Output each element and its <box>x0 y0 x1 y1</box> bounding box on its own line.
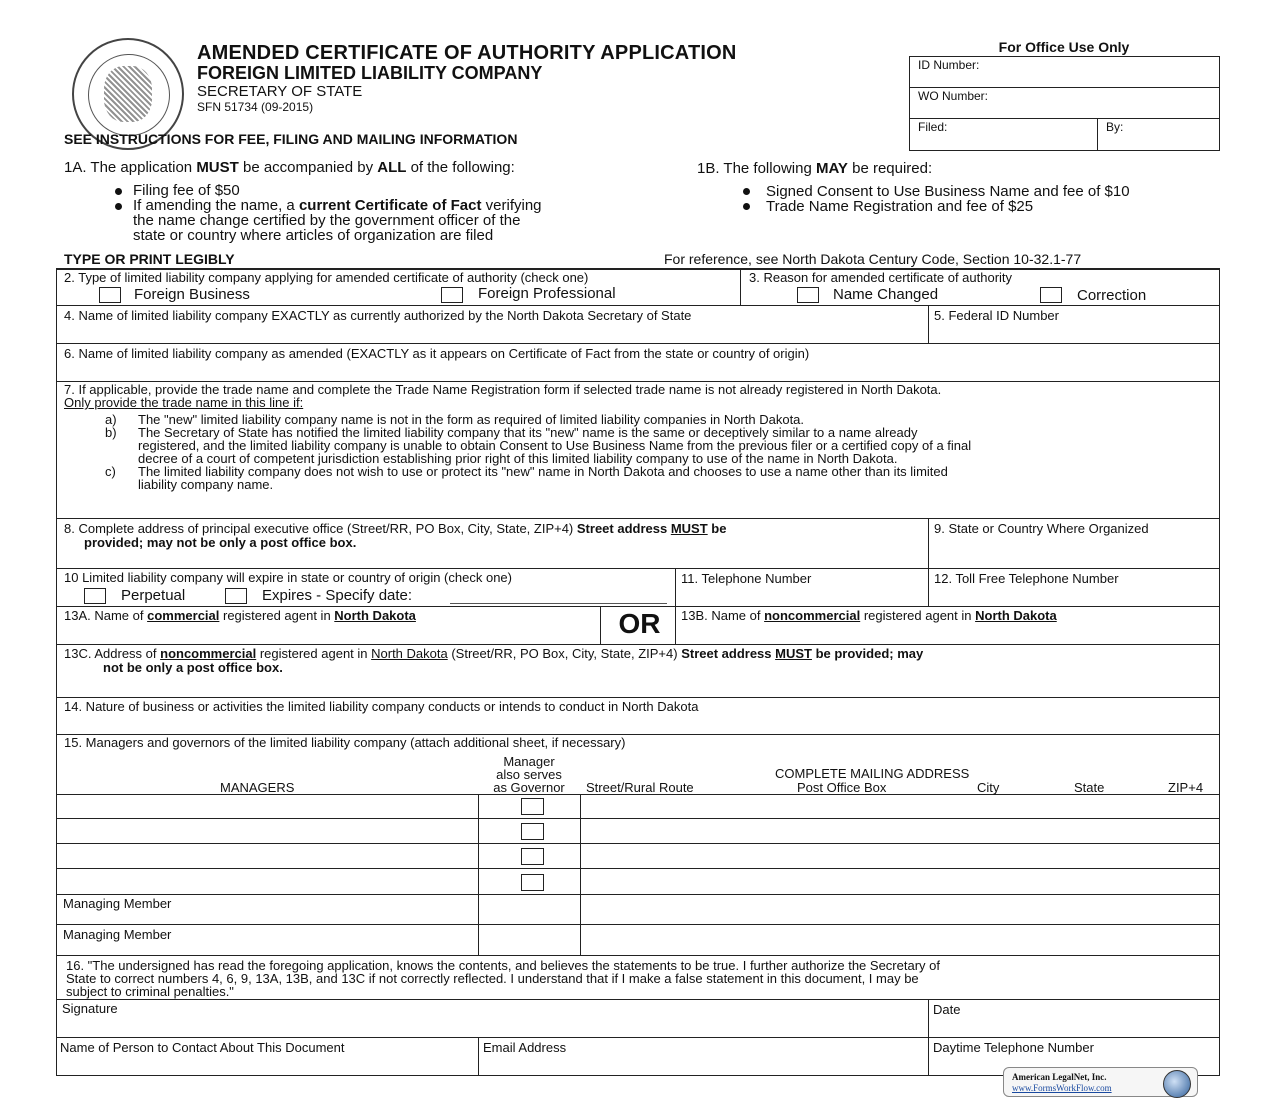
publisher-badge[interactable] <box>1003 1067 1198 1097</box>
q8-must: MUST <box>670 521 708 536</box>
row-divider <box>56 606 1219 607</box>
q13b-mid: registered agent in <box>860 608 976 623</box>
perpetual-label: Perpetual <box>121 587 186 604</box>
date-label: Date <box>933 1002 961 1017</box>
col-divider <box>928 518 929 606</box>
seal-emblem <box>104 66 152 122</box>
foreign-business-label: Foreign Business <box>134 286 250 303</box>
q7-a-mark: a) <box>105 412 117 427</box>
form-title-line1: AMENDED CERTIFICATE OF AUTHORITY APPLICATION <box>197 42 737 64</box>
row-divider <box>56 518 1219 519</box>
s1a-b2-post: verifying <box>481 197 542 214</box>
s1a-post: of the following: <box>406 159 515 176</box>
q7-a-text: The "new" limited liability company name is not in the form as required of limited liability companies in North Dakota. <box>138 412 805 427</box>
col-gov-line1: Manager <box>503 754 555 769</box>
q13b-noncommercial: noncommercial <box>764 608 861 623</box>
q15-label: 15. Managers and governors of the limited liability company (attach additional sheet, if necessary) <box>64 735 626 750</box>
id-number-field[interactable] <box>909 56 1220 88</box>
name-changed-label: Name Changed <box>833 286 939 303</box>
q8-pre: 8. Complete address of principal executive office (Street/RR, PO Box, City, State, ZIP+4) <box>64 521 577 536</box>
by-field[interactable] <box>1097 118 1220 151</box>
q13c-nd: North Dakota <box>371 646 448 661</box>
correction-label: Correction <box>1077 287 1147 304</box>
form-title-line2: FOREIGN LIMITED LIABILITY COMPANY <box>197 63 543 83</box>
q12-label: 12. Toll Free Telephone Number <box>934 571 1119 586</box>
foreign-professional-label: Foreign Professional <box>478 285 616 302</box>
foreign-professional-checkbox[interactable] <box>441 287 463 303</box>
q13a-mid: registered agent in <box>219 608 335 623</box>
q10-label: 10 Limited liability company will expire in state or country of origin (check one) <box>64 570 512 585</box>
q2-label: 2. Type of limited liability company applying for amended certificate of authority (check one) <box>64 270 589 285</box>
governor-checkbox[interactable] <box>521 874 544 891</box>
section-1b-heading <box>697 160 932 177</box>
q7-b-mark: b) <box>105 425 117 440</box>
s1a-mid: be accompanied by <box>238 159 378 176</box>
bullet-icon <box>743 188 750 195</box>
bullet-icon <box>743 203 750 210</box>
s1a-must: MUST <box>196 159 239 176</box>
s1a-all: ALL <box>377 159 407 176</box>
s1b-post: be required: <box>847 160 933 177</box>
col-divider <box>600 606 601 644</box>
q13a-pre: 13A. Name of <box>64 608 148 623</box>
q13c-bold1: Street address <box>681 646 776 661</box>
s1b-bullet1: Signed Consent to Use Business Name and fee of $10 <box>766 183 1130 200</box>
row-divider <box>56 894 1219 895</box>
col-city: City <box>977 780 1000 795</box>
row-divider <box>56 1037 1219 1038</box>
s1b-may: MAY <box>815 160 848 177</box>
col-gov-line2: also serves <box>496 767 562 782</box>
s1a-b2-pre: If amending the name, a <box>133 197 299 214</box>
governor-checkbox[interactable] <box>521 823 544 840</box>
perpetual-checkbox[interactable] <box>84 588 106 604</box>
col-divider <box>478 794 479 955</box>
row-divider <box>56 843 1219 844</box>
row-divider <box>56 868 1219 869</box>
col-state: State <box>1074 780 1105 795</box>
s1a-pre: 1A. The application <box>64 159 197 176</box>
col-zip: ZIP+4 <box>1168 780 1204 795</box>
signature-label: Signature <box>62 1001 118 1016</box>
q16-line2: State to correct numbers 4, 6, 9, 13A, 13B, and 13C if not correctly reflected. I understand that if I make a false statement in this document, I may be <box>66 971 919 986</box>
expires-checkbox[interactable] <box>225 588 247 604</box>
col-pobox: Post Office Box <box>797 780 887 795</box>
col-divider <box>928 999 929 1075</box>
or-divider-label: OR <box>618 608 661 639</box>
q3-label: 3. Reason for amended certificate of authority <box>749 270 1013 285</box>
section-1a-heading <box>64 159 515 176</box>
s1a-bullet2-line3: state or country where articles of organization are filed <box>133 227 494 244</box>
daytime-phone-label: Daytime Telephone Number <box>933 1040 1094 1055</box>
managing-member-label: Managing Member <box>63 896 172 911</box>
q13a-label <box>64 608 416 623</box>
q7-line1: 7. If applicable, provide the trade name and complete the Trade Name Registration form if selected trade name is not already registered in North Dakota. <box>64 382 942 397</box>
s1b-pre: 1B. The following <box>697 160 816 177</box>
bullet-icon <box>115 188 122 195</box>
governor-checkbox[interactable] <box>521 798 544 815</box>
foreign-business-checkbox[interactable] <box>99 287 121 303</box>
q13b-pre: 13B. Name of <box>681 608 765 623</box>
row-divider <box>56 999 1219 1000</box>
type-print-note: TYPE OR PRINT LEGIBLY <box>64 251 235 267</box>
correction-checkbox[interactable] <box>1040 287 1062 303</box>
col-managers: MANAGERS <box>220 780 295 795</box>
q6-label: 6. Name of limited liability company as amended (EXACTLY as it appears on Certificate of Fact from the state or country of origin) <box>64 346 810 361</box>
filed-label: Filed: <box>918 120 948 134</box>
by-label: By: <box>1106 120 1124 134</box>
q7-b-line3: decree of a court of competent jurisdiction establishing prior right of this limited liability company to use of the name in North Dakota. <box>138 451 898 466</box>
form-number: SFN 51734 (09-2015) <box>197 100 314 114</box>
q7-c-line2: liability company name. <box>138 477 274 492</box>
name-changed-checkbox[interactable] <box>797 287 819 303</box>
q13c-line2: not be only a post office box. <box>103 660 283 675</box>
s1b-bullet2: Trade Name Registration and fee of $25 <box>766 198 1034 215</box>
row-divider <box>56 568 1219 569</box>
q13b-nd: North Dakota <box>975 608 1057 623</box>
row-divider <box>56 955 1219 956</box>
row-divider <box>56 343 1219 344</box>
s1a-bullet1: Filing fee of $50 <box>133 182 240 199</box>
col-divider <box>928 305 929 343</box>
publisher-url[interactable]: www.FormsWorkFlow.com <box>1012 1083 1112 1093</box>
q16-line1: 16. "The undersigned has read the foregoing application, knows the contents, and believes the statements to be true. I further authorize the Secretary of <box>66 958 940 973</box>
col-divider <box>580 794 581 955</box>
row-divider <box>56 305 1219 306</box>
table-border-right <box>1219 268 1220 1076</box>
s1a-b2-bold: current Certificate of Fact <box>298 197 482 214</box>
office-use-title: For Office Use Only <box>998 39 1130 55</box>
wo-number-field[interactable] <box>909 87 1220 119</box>
q13c-line1 <box>64 646 923 661</box>
q9-label: 9. State or Country Where Organized <box>934 521 1149 536</box>
instructions-note: SEE INSTRUCTIONS FOR FEE, FILING AND MAILING INFORMATION <box>64 131 518 147</box>
managing-member-label: Managing Member <box>63 927 172 942</box>
governor-checkbox[interactable] <box>521 848 544 865</box>
q13c-bold2: be provided; may <box>811 646 924 661</box>
filed-field[interactable] <box>909 118 1098 151</box>
wo-number-label: WO Number: <box>918 89 989 103</box>
q13c-noncommercial: noncommercial <box>160 646 257 661</box>
row-divider <box>56 644 1219 645</box>
bullet-icon <box>115 203 122 210</box>
q14-label: 14. Nature of business or activities the limited liability company conducts or intends to conduct in North Dakota <box>64 699 699 714</box>
row-divider <box>56 924 1219 925</box>
expires-label: Expires - Specify date: <box>262 587 413 604</box>
q7-c-line1: The limited liability company does not wish to use or protect its "new" name in North Dakota and chooses to use a name other than its limited <box>138 464 948 479</box>
q8-bold2: be <box>707 521 727 536</box>
q13a-commercial: commercial <box>147 608 220 623</box>
agency-name: SECRETARY OF STATE <box>197 83 363 100</box>
q13c-mid: registered agent in <box>256 646 372 661</box>
q13a-nd: North Dakota <box>334 608 416 623</box>
col-street: Street/Rural Route <box>586 780 694 795</box>
q5-label: 5. Federal ID Number <box>934 308 1059 323</box>
q8-bold1: Street address <box>576 521 671 536</box>
reference-note: For reference, see North Dakota Century Code, Section 10-32.1-77 <box>664 251 1082 267</box>
q7-line2: Only provide the trade name in this line if: <box>64 395 304 410</box>
contact-label: Name of Person to Contact About This Document <box>60 1040 345 1055</box>
q4-label: 4. Name of limited liability company EXACTLY as currently authorized by the North Dakota Secretary of State <box>64 308 692 323</box>
q7-b-line2: registered, and the limited liability company is unable to obtain Consent to Use Business Name from the previous filer or a certified copy of a final <box>138 438 972 453</box>
expires-date-line[interactable] <box>450 603 667 604</box>
q13c-post: (Street/RR, PO Box, City, State, ZIP+4) <box>447 646 682 661</box>
q13c-must: MUST <box>775 646 812 661</box>
q8-line2: provided; may not be only a post office box. <box>84 535 357 550</box>
col-gov-line3: as Governor <box>493 780 565 795</box>
q11-label: 11. Telephone Number <box>681 571 812 586</box>
q8-line1 <box>64 521 726 536</box>
col-divider <box>478 1037 479 1075</box>
id-number-label: ID Number: <box>918 58 980 72</box>
q7-c-mark: c) <box>105 464 116 479</box>
col-divider <box>740 268 741 305</box>
q13c-pre: 13C. Address of <box>64 646 161 661</box>
col-complete-address: COMPLETE MAILING ADDRESS <box>775 766 970 781</box>
col-governor <box>478 755 580 794</box>
row-divider <box>56 818 1219 819</box>
s1a-bullet2-line2: the name change certified by the government officer of the <box>133 212 521 229</box>
globe-icon <box>1163 1070 1191 1098</box>
email-label: Email Address <box>483 1040 567 1055</box>
publisher-name: American LegalNet, Inc. <box>1012 1072 1107 1082</box>
row-divider <box>56 697 1219 698</box>
q13b-label <box>681 608 1057 623</box>
q16-line3: subject to criminal penalties." <box>66 984 234 999</box>
q7-b-line1: The Secretary of State has notified the limited liability company that its "new" name is the same or deceptively similar to a name already <box>138 425 918 440</box>
